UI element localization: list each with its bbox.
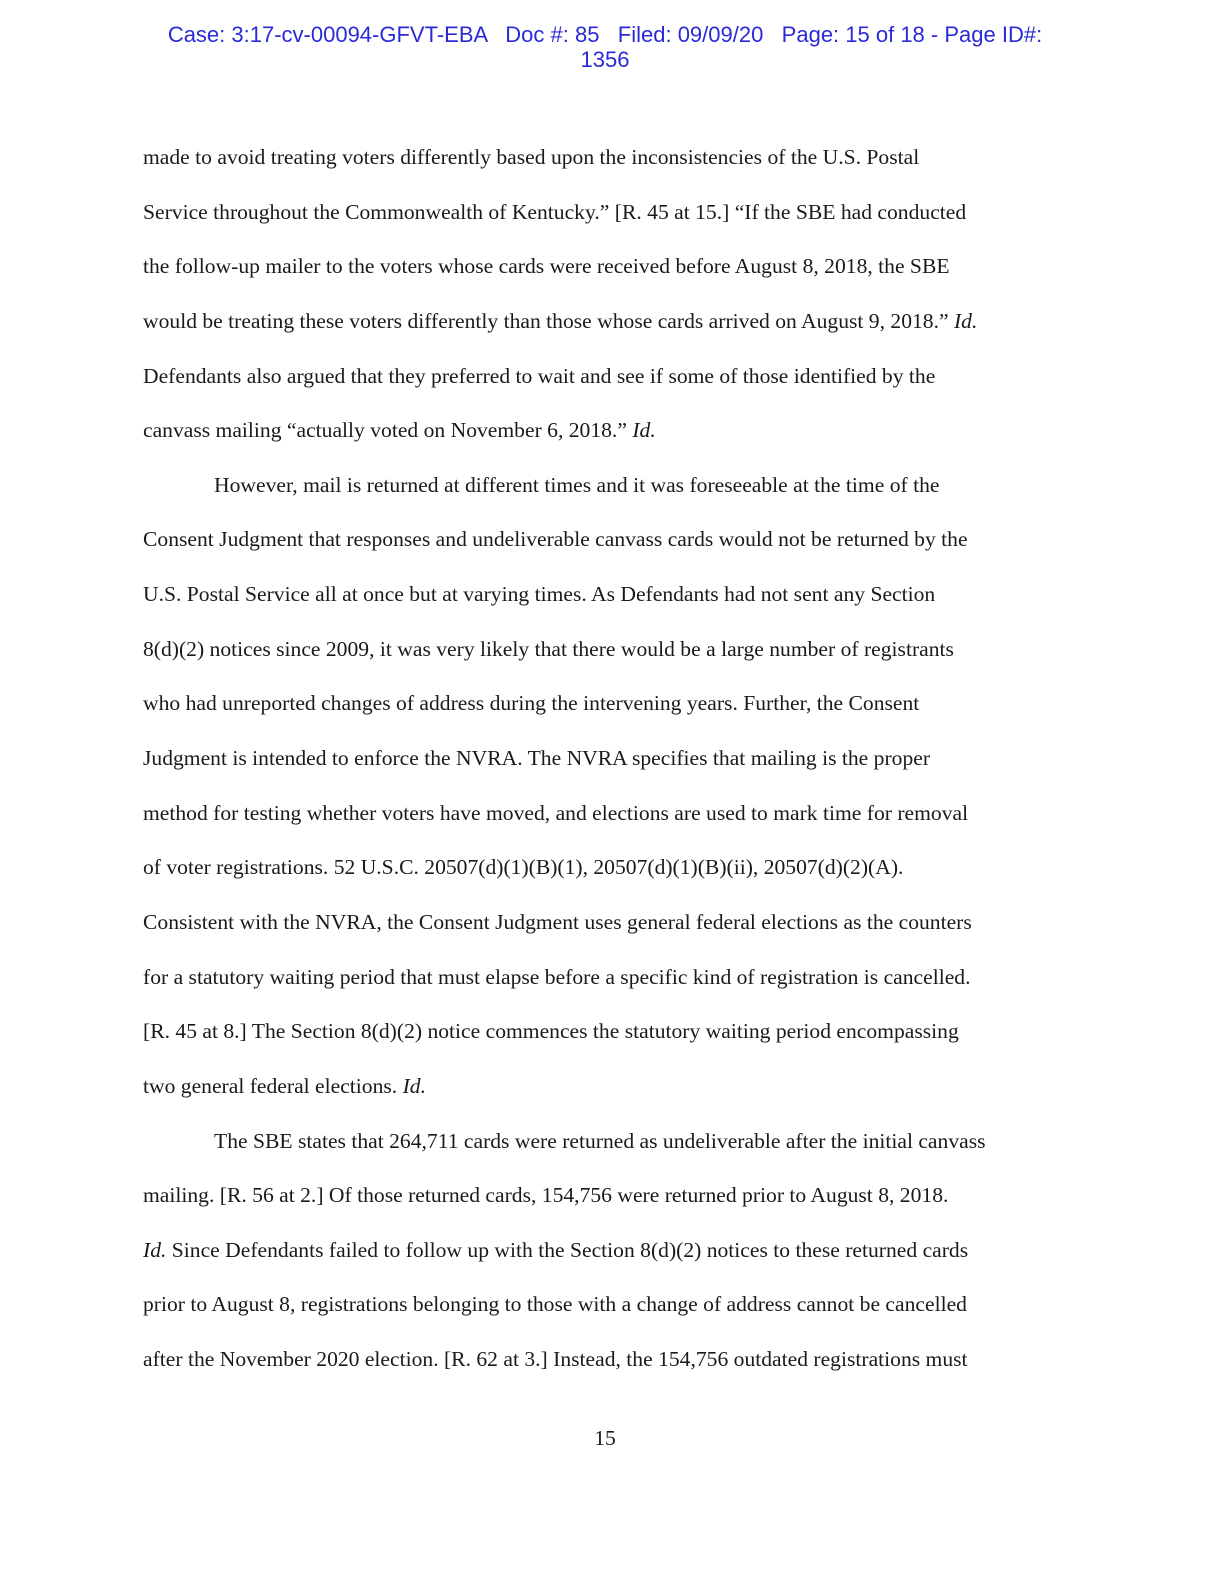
- text-line-content: The SBE states that 264,711 cards were returned as undeliverable after the initial canvass: [214, 1128, 986, 1153]
- text-line: [143, 795, 1088, 850]
- citation-id: Id.: [632, 418, 656, 443]
- paragraph-start-line: [143, 467, 1088, 522]
- text-line-content: prior to August 8, registrations belonging to those with a change of address cannot be cancelled: [143, 1292, 967, 1317]
- text-line: [143, 1341, 1088, 1396]
- text-line-content: after the November 2020 election. [R. 62 at 3.] Instead, the 154,756 outdated registrations must: [143, 1347, 968, 1372]
- text-line: [143, 1013, 1088, 1068]
- text-line-content: [R. 45 at 8.] The Section 8(d)(2) notice commences the statutory waiting period encompassing: [143, 1019, 959, 1044]
- text-line-content: However, mail is returned at different times and it was foreseeable at the time of the: [214, 472, 940, 497]
- text-line-content: the follow-up mailer to the voters whose cards were received before August 8, 2018, the SBE: [143, 254, 950, 279]
- paragraph-start-line: [143, 1123, 1088, 1178]
- case-header-line-2: 1356: [580, 47, 630, 72]
- text-line-content: who had unreported changes of address during the intervening years. Further, the Consent: [143, 691, 920, 716]
- text-line: [143, 685, 1088, 740]
- text-line: [143, 1177, 1088, 1232]
- text-line: [143, 631, 1088, 686]
- text-line: [143, 1232, 1088, 1287]
- text-line-content: of voter registrations. 52 U.S.C. 20507(d)(1)(B)(1), 20507(d)(1)(B)(ii), 20507(d)(2)(A).: [143, 855, 904, 880]
- page-number: 15: [594, 1426, 616, 1450]
- opinion-body-text: [143, 139, 1088, 1396]
- text-line-content: made to avoid treating voters differently based upon the inconsistencies of the U.S. Postal: [143, 145, 920, 169]
- text-line: [143, 412, 1088, 467]
- text-line: [143, 139, 1088, 194]
- text-line-content: mailing. [R. 56 at 2.] Of those returned cards, 154,756 were returned prior to August 8, 2018.: [143, 1183, 949, 1208]
- text-line-content: Consistent with the NVRA, the Consent Judgment uses general federal elections as the counters: [143, 909, 972, 934]
- text-line: [143, 303, 1088, 358]
- case-header-stamp: [0, 22, 1210, 72]
- text-line: [143, 1068, 1088, 1123]
- text-line-content: Defendants also argued that they preferred to wait and see if some of those identified by the: [143, 363, 936, 388]
- text-line-content: U.S. Postal Service all at once but at varying times. As Defendants had not sent any Section: [143, 582, 936, 607]
- text-line-content: Judgment is intended to enforce the NVRA. The NVRA specifies that mailing is the proper: [143, 746, 931, 771]
- text-line: [143, 959, 1088, 1014]
- text-line-content: Consent Judgment that responses and undeliverable canvass cards would not be returned by the: [143, 527, 968, 552]
- citation-id: Id.: [402, 1073, 426, 1098]
- text-line: [143, 194, 1088, 249]
- text-line-content: would be treating these voters differently than those whose cards arrived on August 9, 2018.”: [143, 308, 949, 333]
- citation-id: Id.: [953, 308, 978, 333]
- text-line-content: Since Defendants failed to follow up with the Section 8(d)(2) notices to these returned cards: [171, 1237, 969, 1262]
- text-line: [143, 576, 1088, 631]
- citation-id: Id.: [143, 1237, 167, 1262]
- text-line: [143, 849, 1088, 904]
- text-line-content: for a statutory waiting period that must elapse before a specific kind of registration is cancelled.: [143, 964, 971, 989]
- text-line: [143, 740, 1088, 795]
- text-line: [143, 904, 1088, 959]
- text-line-content: two general federal elections.: [143, 1073, 398, 1098]
- text-line-content: canvass mailing “actually voted on November 6, 2018.”: [143, 418, 627, 443]
- text-line: [143, 1286, 1088, 1341]
- text-line-content: 8(d)(2) notices since 2009, it was very likely that there would be a large number of registrants: [143, 636, 954, 661]
- text-line-content: method for testing whether voters have moved, and elections are used to mark time for removal: [143, 800, 969, 825]
- case-header-line-1: Case: 3:17-cv-00094-GFVT-EBA Doc #: 85 Filed: 09/09/20 Page: 15 of 18 - Page ID#:: [167, 22, 1043, 47]
- text-line: [143, 248, 1088, 303]
- text-line: [143, 358, 1088, 413]
- text-line: [143, 521, 1088, 576]
- text-line-content: Service throughout the Commonwealth of Kentucky.” [R. 45 at 15.] “If the SBE had conducted: [143, 199, 967, 224]
